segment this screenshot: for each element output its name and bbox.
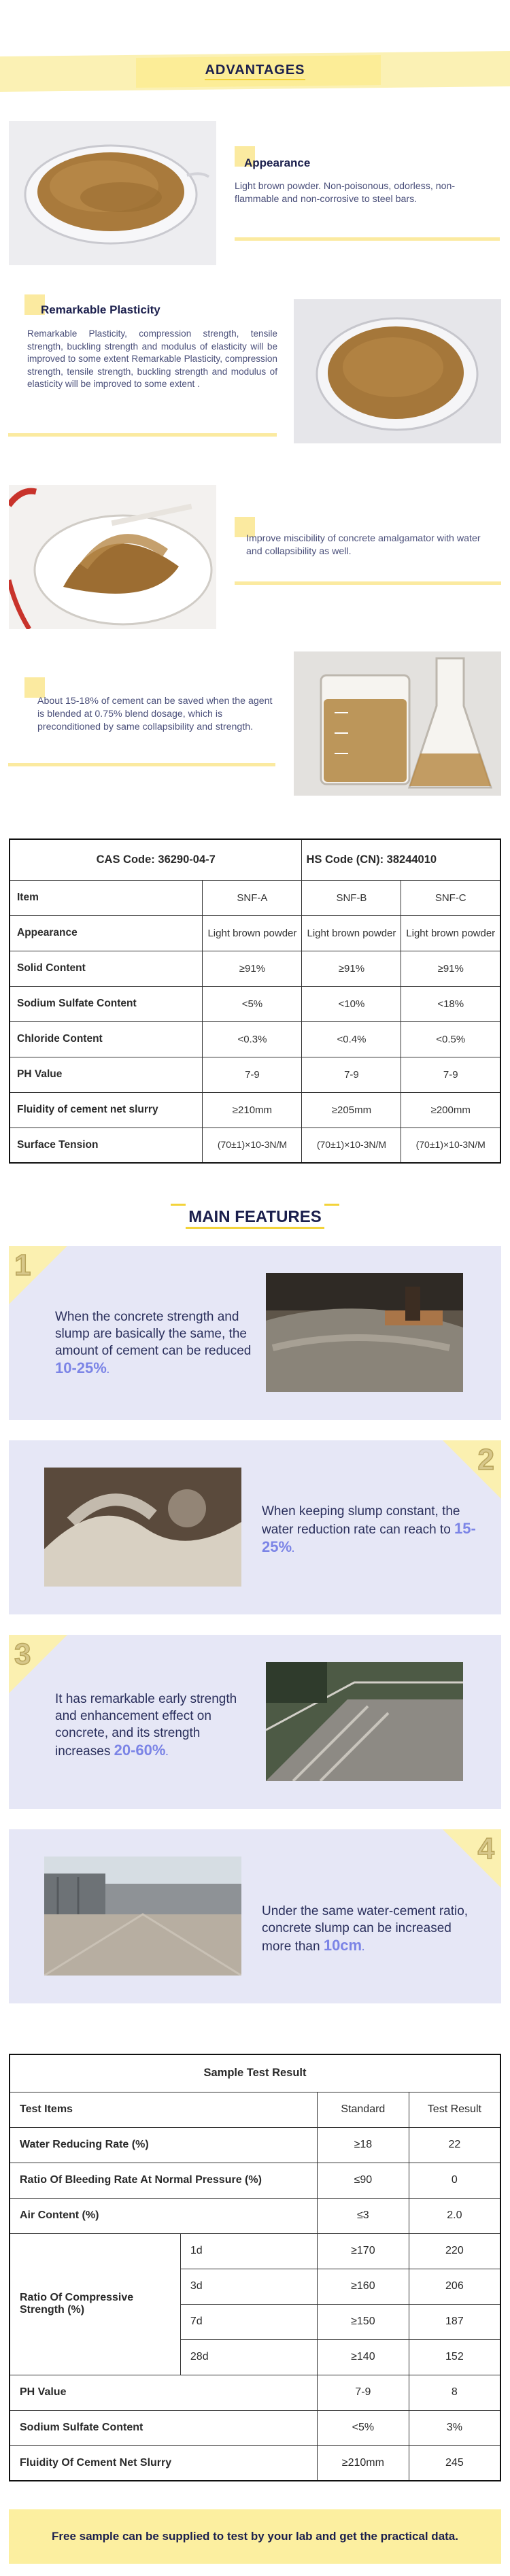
advantage-miscibility xyxy=(235,517,501,592)
age-label: 7d xyxy=(180,2304,317,2339)
column-header: Standard xyxy=(318,2092,409,2127)
test-item: Fluidity Of Cement Net Slurry xyxy=(10,2445,318,2481)
row-label: Fluidity of cement net slurry xyxy=(10,1092,203,1128)
cell: ≥91% xyxy=(203,951,302,986)
feature-number: 4 xyxy=(477,1832,494,1865)
advantage-title: Remarkable Plasticity xyxy=(41,303,160,316)
result-value: 220 xyxy=(409,2233,500,2269)
age-label: 28d xyxy=(180,2339,317,2375)
result-value: 2.0 xyxy=(409,2198,500,2233)
result-value: 187 xyxy=(409,2304,500,2339)
standard-value: ≥170 xyxy=(318,2233,409,2269)
free-sample-note: Free sample can be supplied to test by your lab and get the practical data. xyxy=(9,2509,501,2564)
cell: (70±1)×10-3N/M xyxy=(302,1128,401,1163)
accent-line xyxy=(235,237,500,241)
advantage-title: Appearance xyxy=(244,156,311,169)
test-item: Ratio Of Bleeding Rate At Normal Pressure (%) xyxy=(10,2163,318,2198)
cell: 7-9 xyxy=(203,1057,302,1092)
specification-table xyxy=(9,838,501,1164)
feature-number: 3 xyxy=(14,1638,31,1671)
cell: 7-9 xyxy=(302,1057,401,1092)
feature-text: When keeping slump constant, the water reduction rate can reach to 15-25%. xyxy=(262,1504,476,1555)
column-header: SNF-B xyxy=(302,880,401,915)
age-label: 3d xyxy=(180,2269,317,2304)
accent-line xyxy=(235,581,501,585)
accent-line xyxy=(8,763,275,766)
hs-code: HS Code (CN): 38244010 xyxy=(302,839,500,880)
concrete-stairs-photo xyxy=(266,1662,463,1781)
standard-value: 7-9 xyxy=(318,2375,409,2410)
column-header: SNF-C xyxy=(401,880,500,915)
concrete-yard-photo xyxy=(44,1857,241,1976)
standard-value: ≥18 xyxy=(318,2127,409,2163)
row-label: Surface Tension xyxy=(10,1128,203,1163)
powder-scoop-photo xyxy=(9,485,216,629)
feature-highlight: 20-60% xyxy=(114,1742,166,1759)
column-header: Item xyxy=(10,880,203,915)
table-row xyxy=(10,1057,500,1092)
standard-value: ≤3 xyxy=(318,2198,409,2233)
advantage-text: Improve miscibility of concrete amalgamator with water and collapsibility as well. xyxy=(246,533,481,557)
result-value: 206 xyxy=(409,2269,500,2304)
cell: Light brown powder xyxy=(401,915,500,951)
cell: <0.3% xyxy=(203,1021,302,1057)
table-row xyxy=(10,1021,500,1057)
table-row xyxy=(10,2233,500,2269)
beaker-flask-photo xyxy=(294,651,501,796)
result-value: 22 xyxy=(409,2127,500,2163)
cas-code: CAS Code: 36290-04-7 xyxy=(10,839,302,880)
cell: ≥200mm xyxy=(401,1092,500,1128)
advantage-text: About 15-18% of cement can be saved when the agent is blended at 0.75% blend dosage, which is preconditioned by same collapsibility and strength. xyxy=(37,696,273,732)
cell: (70±1)×10-3N/M xyxy=(203,1128,302,1163)
lignin-powder-dish-photo xyxy=(9,121,216,265)
standard-value: ≤90 xyxy=(318,2163,409,2198)
cell: ≥91% xyxy=(401,951,500,986)
feature-number: 1 xyxy=(14,1249,31,1282)
table-title-row xyxy=(10,2054,500,2092)
feature-card-4 xyxy=(9,1829,501,2003)
cell: <5% xyxy=(203,986,302,1021)
test-item: Air Content (%) xyxy=(10,2198,318,2233)
advantages-banner xyxy=(0,51,510,92)
concrete-pour-photo xyxy=(266,1273,463,1392)
lignin-powder-dish-photo-2 xyxy=(294,299,501,443)
cement-powder-photo xyxy=(44,1468,241,1587)
column-header: Test Items xyxy=(10,2092,318,2127)
table-row xyxy=(10,2410,500,2445)
feature-card-3 xyxy=(9,1635,501,1809)
result-value: 152 xyxy=(409,2339,500,2375)
test-item: Sodium Sulfate Content xyxy=(10,2410,318,2445)
test-item: PH Value xyxy=(10,2375,318,2410)
cell: <0.4% xyxy=(302,1021,401,1057)
standard-value: ≥210mm xyxy=(318,2445,409,2481)
cell: Light brown powder xyxy=(302,915,401,951)
cell: <0.5% xyxy=(401,1021,500,1057)
cell: (70±1)×10-3N/M xyxy=(401,1128,500,1163)
table-header-row xyxy=(10,839,500,880)
feature-text: Under the same water-cement ratio, concrete slump can be increased more than 10cm. xyxy=(262,1904,469,1954)
result-value: 3% xyxy=(409,2410,500,2445)
table-row xyxy=(10,2375,500,2410)
table-row xyxy=(10,2445,500,2481)
column-header: Test Result xyxy=(409,2092,500,2127)
advantage-text: Light brown powder. Non-poisonous, odorless, non-flammable and non-corrosive to steel bars. xyxy=(235,181,456,205)
feature-text: It has remarkable early strength and enhancement effect on concrete, and its strength increases 20-60%. xyxy=(55,1692,237,1759)
standard-value: ≥160 xyxy=(318,2269,409,2304)
table-title: Sample Test Result xyxy=(10,2054,500,2092)
test-item: Ratio Of Compressive Strength (%) xyxy=(10,2233,180,2375)
result-value: 0 xyxy=(409,2163,500,2198)
table-row xyxy=(10,1092,500,1128)
feature-card-1 xyxy=(9,1246,501,1420)
result-value: 245 xyxy=(409,2445,500,2481)
row-label: PH Value xyxy=(10,1057,203,1092)
cell: 7-9 xyxy=(401,1057,500,1092)
sample-test-table xyxy=(9,2054,501,2481)
cell: <18% xyxy=(401,986,500,1021)
feature-text: When the concrete strength and slump are basically the same, the amount of cement can be reduced 10-25%. xyxy=(55,1310,252,1376)
advantage-cement-saving xyxy=(27,680,279,775)
table-row xyxy=(10,915,500,951)
cell: <10% xyxy=(302,986,401,1021)
table-row xyxy=(10,951,500,986)
table-row xyxy=(10,880,500,915)
cell: ≥91% xyxy=(302,951,401,986)
row-label: Sodium Sulfate Content xyxy=(10,986,203,1021)
table-row xyxy=(10,2127,500,2163)
cell: Light brown powder xyxy=(203,915,302,951)
row-label: Appearance xyxy=(10,915,203,951)
table-row xyxy=(10,986,500,1021)
feature-highlight: 15-25% xyxy=(262,1520,476,1555)
standard-value: ≥140 xyxy=(318,2339,409,2375)
age-label: 1d xyxy=(180,2233,317,2269)
main-features-title: MAIN FEATURES xyxy=(0,1208,510,1227)
table-row xyxy=(10,2163,500,2198)
table-row xyxy=(10,1128,500,1163)
table-row xyxy=(10,2198,500,2233)
advantage-plasticity-body xyxy=(27,328,279,443)
feature-highlight: 10cm xyxy=(323,1937,362,1954)
feature-highlight: 10-25% xyxy=(55,1359,107,1376)
standard-value: ≥150 xyxy=(318,2304,409,2339)
advantage-text: Remarkable Plasticity, compression strength, tensile strength, buckling strength and modulus of elasticity will be improved to some extent Remarkable Plasticity, compression strength, tensile strength, buckling strength and modulus of elasticity will be improved to some extent . xyxy=(27,328,277,389)
cell: ≥205mm xyxy=(302,1092,401,1128)
standard-value: <5% xyxy=(318,2410,409,2445)
column-header: SNF-A xyxy=(203,880,302,915)
cell: ≥210mm xyxy=(203,1092,302,1128)
table-header-row xyxy=(10,2092,500,2127)
feature-number: 2 xyxy=(477,1443,494,1476)
advantage-appearance xyxy=(235,146,500,248)
row-label: Solid Content xyxy=(10,951,203,986)
feature-card-2 xyxy=(9,1440,501,1614)
result-value: 8 xyxy=(409,2375,500,2410)
advantages-title: ADVANTAGES xyxy=(0,63,510,78)
accent-line xyxy=(8,433,277,437)
test-item: Water Reducing Rate (%) xyxy=(10,2127,318,2163)
row-label: Chloride Content xyxy=(10,1021,203,1057)
